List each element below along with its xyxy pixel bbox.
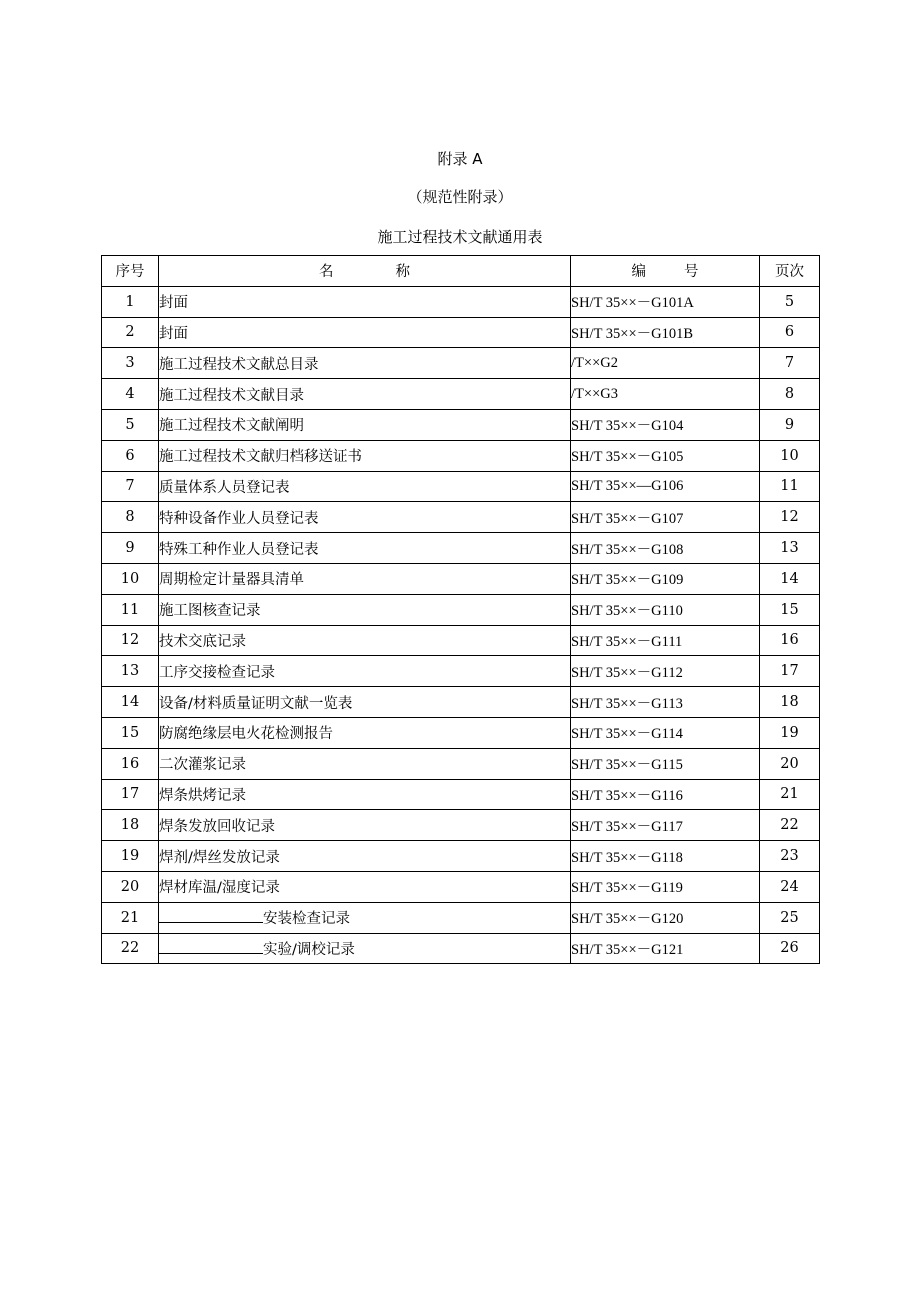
row-seq: 14: [102, 687, 159, 718]
row-name: [159, 594, 571, 625]
row-page: 8: [760, 379, 820, 410]
table-row: [102, 933, 820, 964]
row-page: 22: [760, 810, 820, 841]
row-page: 24: [760, 871, 820, 902]
table-row: [102, 348, 820, 379]
row-page: 14: [760, 563, 820, 594]
row-page: 5: [760, 286, 820, 317]
row-page: 9: [760, 409, 820, 440]
header-name-part2: 称: [395, 264, 410, 281]
row-name-text: 封面: [159, 325, 188, 342]
row-seq: 19: [102, 841, 159, 872]
row-page: 10: [760, 440, 820, 471]
appendix-subtitle: （规范性附录）: [407, 188, 513, 206]
row-page: 23: [760, 841, 820, 872]
table-row: [102, 871, 820, 902]
row-page: 7: [760, 348, 820, 379]
header-page: 页次: [760, 256, 820, 287]
row-name-text: 安装检查记录: [263, 911, 350, 928]
table-row: [102, 502, 820, 533]
table-row: [102, 563, 820, 594]
row-name: [159, 748, 571, 779]
row-name: [159, 841, 571, 872]
row-page: 17: [760, 656, 820, 687]
row-code: SH/T 35××－G105: [571, 440, 760, 471]
blank-fill-line: [159, 938, 263, 954]
row-code: SH/T 35××－G101B: [571, 317, 760, 348]
table-row: [102, 440, 820, 471]
row-seq: 21: [102, 902, 159, 933]
row-name-text: 质量体系人员登记表: [159, 479, 290, 496]
row-seq: 12: [102, 625, 159, 656]
row-name: [159, 379, 571, 410]
row-name-text: 施工图核查记录: [159, 603, 261, 620]
row-name: [159, 563, 571, 594]
header-name: [159, 256, 571, 287]
row-seq: 6: [102, 440, 159, 471]
table-title: 施工过程技术文献通用表: [377, 228, 543, 246]
row-code: SH/T 35××—G106: [571, 471, 760, 502]
row-code: SH/T 35××－G114: [571, 717, 760, 748]
row-code: SH/T 35××－G120: [571, 902, 760, 933]
row-name: [159, 533, 571, 564]
row-seq: 20: [102, 871, 159, 902]
table-row: [102, 594, 820, 625]
table-body: [102, 286, 820, 964]
row-seq: 7: [102, 471, 159, 502]
row-code: SH/T 35××－G109: [571, 563, 760, 594]
table-row: [102, 902, 820, 933]
row-name-text: 工序交接检查记录: [159, 664, 275, 681]
row-code: SH/T 35××－G107: [571, 502, 760, 533]
row-seq: 22: [102, 933, 159, 964]
row-page: 13: [760, 533, 820, 564]
row-seq: 2: [102, 317, 159, 348]
row-seq: 18: [102, 810, 159, 841]
row-name-text: 特种设备作业人员登记表: [159, 510, 319, 527]
row-name: [159, 779, 571, 810]
row-name-text: 二次灌浆记录: [159, 757, 246, 774]
row-code: SH/T 35××－G116: [571, 779, 760, 810]
table-row: [102, 286, 820, 317]
row-name-text: 施工过程技术文献阐明: [159, 418, 304, 435]
row-name: [159, 409, 571, 440]
row-code: SH/T 35××－G115: [571, 748, 760, 779]
row-page: 26: [760, 933, 820, 964]
row-name: [159, 502, 571, 533]
row-name: [159, 625, 571, 656]
row-code: SH/T 35××－G118: [571, 841, 760, 872]
table-row: [102, 717, 820, 748]
table-row: [102, 748, 820, 779]
header-code-part2: 号: [684, 264, 699, 281]
header-code: [571, 256, 760, 287]
row-name-text: 焊材库温/湿度记录: [159, 880, 280, 897]
row-name: [159, 871, 571, 902]
row-name: [159, 348, 571, 379]
row-code: SH/T 35××－G117: [571, 810, 760, 841]
table-row: [102, 841, 820, 872]
table-row: [102, 779, 820, 810]
table-row: [102, 687, 820, 718]
row-seq: 11: [102, 594, 159, 625]
row-name-text: 防腐绝缘层电火花检测报告: [159, 726, 333, 743]
row-seq: 15: [102, 717, 159, 748]
row-seq: 3: [102, 348, 159, 379]
row-name: [159, 902, 571, 933]
row-code: SH/T 35××－G119: [571, 871, 760, 902]
table-header-row: [102, 256, 820, 287]
row-code: SH/T 35××－G101A: [571, 286, 760, 317]
row-name: [159, 933, 571, 964]
blank-fill-line: [159, 907, 263, 923]
appendix-title: 附录 A: [437, 150, 483, 168]
row-page: 18: [760, 687, 820, 718]
row-name-text: 焊剂/焊丝发放记录: [159, 849, 280, 866]
header-seq: 序号: [102, 256, 159, 287]
row-name-text: 封面: [159, 295, 188, 312]
row-name: [159, 656, 571, 687]
row-page: 11: [760, 471, 820, 502]
row-page: 6: [760, 317, 820, 348]
row-name-text: 施工过程技术文献归档移送证书: [159, 449, 362, 466]
row-seq: 1: [102, 286, 159, 317]
row-name-text: 施工过程技术文献总目录: [159, 356, 319, 373]
row-name-text: 周期检定计量器具清单: [159, 572, 304, 589]
row-name: [159, 317, 571, 348]
row-code: SH/T 35××－G113: [571, 687, 760, 718]
table-row: [102, 471, 820, 502]
row-page: 15: [760, 594, 820, 625]
row-name: [159, 471, 571, 502]
header-code-part1: 编: [631, 264, 646, 281]
table-row: [102, 317, 820, 348]
row-code: SH/T 35××－G108: [571, 533, 760, 564]
row-page: 16: [760, 625, 820, 656]
table-row: [102, 409, 820, 440]
row-name-text: 技术交底记录: [159, 633, 246, 650]
row-name-text: 焊条烘烤记录: [159, 787, 246, 804]
row-page: 12: [760, 502, 820, 533]
row-code: SH/T 35××－G110: [571, 594, 760, 625]
row-name-text: 焊条发放回收记录: [159, 818, 275, 835]
header-name-part1: 名: [319, 264, 334, 281]
row-seq: 13: [102, 656, 159, 687]
row-seq: 17: [102, 779, 159, 810]
row-code: SH/T 35××－G121: [571, 933, 760, 964]
row-name-text: 设备/材料质量证明文献一览表: [159, 695, 353, 712]
table-row: [102, 656, 820, 687]
row-name-text: 实验/调校记录: [263, 941, 355, 958]
row-seq: 4: [102, 379, 159, 410]
row-name: [159, 810, 571, 841]
table-row: [102, 533, 820, 564]
row-code: /T××G3: [571, 379, 760, 410]
row-seq: 16: [102, 748, 159, 779]
row-name-text: 施工过程技术文献目录: [159, 387, 304, 404]
row-page: 20: [760, 748, 820, 779]
row-seq: 5: [102, 409, 159, 440]
row-seq: 8: [102, 502, 159, 533]
row-name: [159, 687, 571, 718]
row-page: 25: [760, 902, 820, 933]
row-code: SH/T 35××－G111: [571, 625, 760, 656]
row-code: /T××G2: [571, 348, 760, 379]
row-name: [159, 717, 571, 748]
table-row: [102, 379, 820, 410]
table-row: [102, 625, 820, 656]
row-code: SH/T 35××－G104: [571, 409, 760, 440]
row-code: SH/T 35××－G112: [571, 656, 760, 687]
row-seq: 10: [102, 563, 159, 594]
table-row: [102, 810, 820, 841]
row-page: 21: [760, 779, 820, 810]
row-seq: 9: [102, 533, 159, 564]
row-name: [159, 286, 571, 317]
row-page: 19: [760, 717, 820, 748]
row-name: [159, 440, 571, 471]
documents-table: [101, 255, 820, 964]
row-name-text: 特殊工种作业人员登记表: [159, 541, 319, 558]
